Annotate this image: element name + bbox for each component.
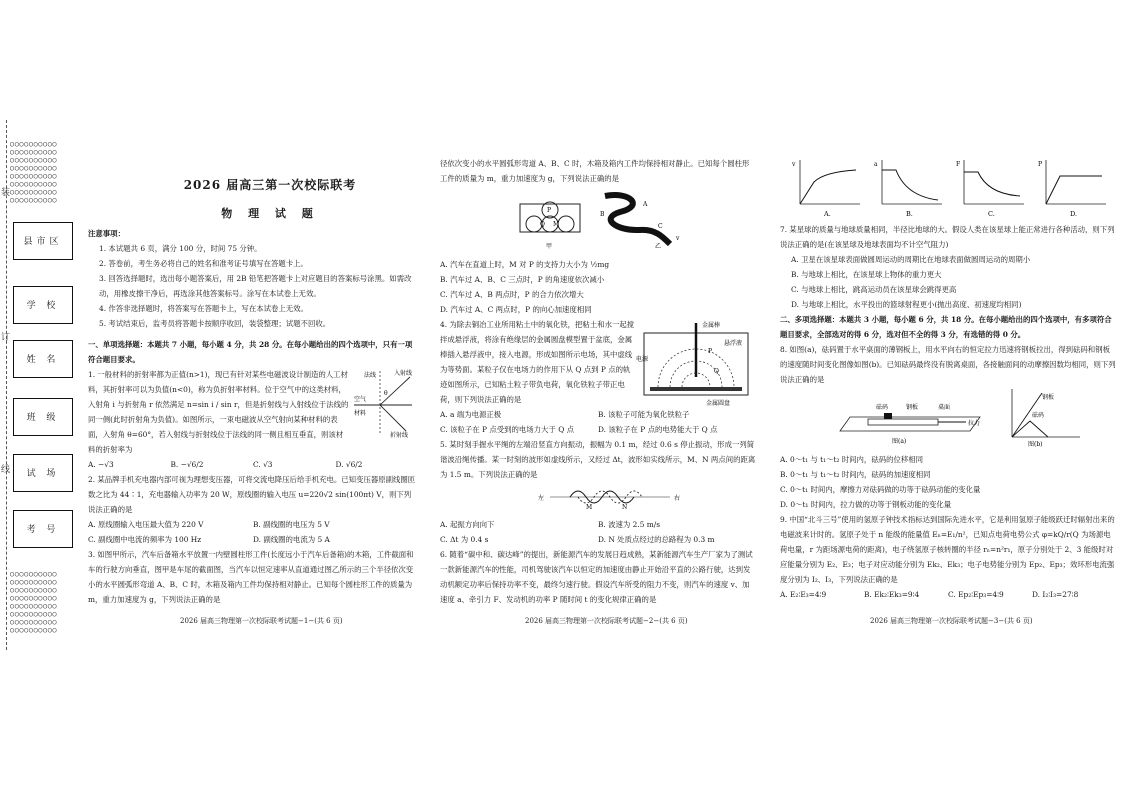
q6-graph-a bbox=[791, 160, 860, 218]
q1-label-material: 材料 bbox=[354, 410, 367, 417]
q1-figure bbox=[350, 367, 416, 437]
county-box[interactable] bbox=[13, 222, 73, 260]
q5-label-right: 右 bbox=[674, 495, 681, 502]
q8-option-b[interactable]: B. 0～t₁ 与 t₁～t₂ 时间内，砝码的加速度相同 bbox=[780, 470, 931, 479]
q1-option-d[interactable]: D. √6/2 bbox=[335, 460, 363, 469]
section2-heading: 二、多项选择题：本题共 3 小题，每小题 6 分，共 18 分。在每小题给出的四个选项中，有多项符合题目要求，全部选对的得 6 分，选对但不全的得 3 分，有选错的得 0 分。 bbox=[780, 315, 1112, 339]
q8-figure bbox=[780, 387, 1116, 447]
exam-room-box[interactable] bbox=[13, 454, 73, 492]
q4-option-b[interactable]: B. 该粒子可能为氧化铁粒子 bbox=[598, 410, 690, 419]
q2-option-a[interactable]: A. 原线圈输入电压最大值为 220 V bbox=[88, 520, 204, 529]
q3-label-m: M bbox=[553, 221, 560, 228]
footer-page-1: 2026 届高三物理第一次校际联考试题−1−(共 6 页) bbox=[180, 617, 343, 625]
q6-stem: 6. 随着“碳中和、碳达峰”的提出，新能源汽车的发展日趋成熟，某新能源汽车生产厂家为了测试一款新能源汽车的性能，司机驾驶该汽车以恒定的加速度由静止开始沿平直的公路行驶，达到发动机额定功率后保持功率不变，最终匀速行驶。假设汽车所受的阻力不变，则汽车的速度 v、加速度 a、牵引力 F、发动机的功率 P 随时间 t 的变化规律正确的是 bbox=[440, 550, 753, 604]
q4-option-a[interactable]: A. a 端为电源正极 bbox=[440, 410, 502, 419]
school-box[interactable] bbox=[13, 286, 73, 324]
q8-label-weight: 砝码 bbox=[876, 404, 889, 411]
q4-label-q: Q bbox=[714, 368, 719, 375]
q6-axis-a: a bbox=[874, 161, 878, 168]
q9-options bbox=[780, 587, 1116, 602]
q2-stem: 2. 某品牌手机充电器内部可视为理想变压器，可将交流电降压后给手机充电。已知变压器原副线圈匝数之比为 44∶1，充电器输入功率为 20 W，原线圈的输入电压 u=220√2 sin(100πt) V，则下列说法正确的是 bbox=[88, 475, 416, 514]
q3-option-a[interactable]: A. 汽车在直道上时，M 对 P 的支持力大小为 ½mg bbox=[440, 260, 610, 269]
school-label: 学 校 bbox=[26, 301, 60, 311]
q7-stem: 7. 某星球的质量与地球质量相同，半径比地球的大。假设人类在该星球上能正常进行各种活动，则下列说法正确的是(在该星球及地球表面均不计空气阻力) bbox=[780, 225, 1115, 249]
binding-dots-top: ○○○○○○○○○○ ○○○○○○○○○○ ○○○○○○○○○○ ○○○○○○○○○○ ○○○○○○○○○○ ○○○○○○○○○○ ○○○○○○○○○○ ○○○○○○○○○○ bbox=[10, 140, 58, 204]
cut-label-top: 装 bbox=[1, 188, 11, 198]
q8-label-fig-b: 图(b) bbox=[1028, 441, 1043, 448]
note-4: 4. 作答非选择题时，将答案写在答题卡上，写在本试卷上无效。 bbox=[99, 304, 308, 313]
q1-options bbox=[88, 457, 418, 472]
q8-label-force: 拉力 bbox=[968, 420, 981, 427]
q2-options bbox=[88, 517, 418, 547]
q5-option-c[interactable]: C. Δt 为 0.4 s bbox=[440, 535, 489, 544]
q3-figure bbox=[440, 186, 756, 252]
note-5: 5. 考试结束后，监考员将答题卡按顺序收回，装袋整理；试题不回收。 bbox=[99, 319, 331, 328]
q9-stem: 9. 中国“北斗三号”使用的氢原子钟技术指标达到国际先进水平，它是利用氢原子能级跃迁时辐射出来的电磁波来计时的。氢原子处于 n 能级的能量值 Eₙ=E₁/n²，已知点电荷电势公式 φ=kQ/r(Q 为场源电荷电量，r 为距场源电荷的距离)，电子绕氢原子核转圈的半径 rₙ=n²r₁，原子分别处于 2、3 能级时对应能量分别为 E₂、E₃；电子对应动能分别为 Ek₂、Ek₃；电子电势能分别为 Ep₂、Ep₃；效环形电流强度分别为 I₂、I₃，下列说法正确的是 bbox=[780, 515, 1115, 584]
q3-label-yi: 乙 bbox=[655, 243, 662, 250]
q4-label-p: P bbox=[708, 348, 713, 355]
cut-label-mid: 订 bbox=[1, 333, 11, 343]
q8-weight bbox=[884, 413, 892, 419]
q8-option-a[interactable]: A. 0～t₁ 与 t₁～t₂ 时间内，砝码的位移相同 bbox=[780, 455, 924, 464]
q3-label-p: P bbox=[547, 207, 552, 214]
q4-label-disk: 金属圆盘 bbox=[706, 400, 731, 407]
q4-stem: 4. 为除去铜冶工业所用粘土中的氧化铁，把粘土和水一起搅拌成悬浮液，将涂有绝缘层的金属圆盘模型置于盆底，金属棒插入悬浮液中，接入电源，形成如图所示电场，其中虚线为等势面。某粒子仅在电场力的作用下从 Q 点到 P 点的轨迹如图所示，已知粘土粒子带负电荷，氧化铁粒子带正电荷，则下列说法正确的是 bbox=[440, 320, 635, 404]
q6-axis-v: v bbox=[792, 161, 796, 168]
q1-label-air: 空气 bbox=[354, 396, 367, 403]
q6-graph-b bbox=[874, 160, 942, 218]
q8-label-vt-weight: 砝码 bbox=[1032, 412, 1045, 419]
q1-option-a[interactable]: A. −√3 bbox=[88, 460, 114, 469]
q5-figure bbox=[440, 482, 756, 512]
q7-option-b[interactable]: B. 与地球上相比，在该星球上物体的重力更大 bbox=[791, 270, 942, 279]
footer-page-2: 2026 届高三物理第一次校际联考试题−2−(共 6 页) bbox=[525, 617, 688, 625]
q1-stem: 1. 一般材料的折射率都为正值(n>1)，现已有针对某些电磁波设计制造的人工材料，其折射率可以为负值(n<0)，称为负折射率材料。位于空气中的这类材料，入射角 i 与折射角 r 依然满足 n=sin i / sin r，但是折射线与入射线位于法线的同一侧(此时折射角为负值)。如图所示，一束电磁波从空气射向某种材料的表面，入射角 θ=60°，若入射线与折射线位于法线的同一侧且相互垂直，则该材料的折射率为 bbox=[88, 370, 349, 454]
q5-label-left: 左 bbox=[538, 495, 545, 502]
q3-label-c: C bbox=[658, 223, 663, 230]
exam-number-label: 考 号 bbox=[26, 525, 60, 535]
name-label: 姓 名 bbox=[26, 355, 60, 365]
q4-option-d[interactable]: D. 该粒子在 P 点的电势能大于 Q 点 bbox=[598, 425, 718, 434]
q6-label-c[interactable]: C. bbox=[988, 210, 995, 218]
class-box[interactable] bbox=[13, 398, 73, 436]
q1-block bbox=[88, 367, 418, 457]
cut-label-bottom: 线 bbox=[1, 465, 11, 475]
notes-heading: 注意事项： bbox=[88, 229, 125, 238]
q4-block bbox=[440, 317, 756, 407]
footer-page-3: 2026 届高三物理第一次校际联考试题−3−(共 6 页) bbox=[870, 617, 1033, 625]
q4-label-rod: 金属棒 bbox=[702, 322, 721, 329]
q6-graph-d bbox=[1038, 160, 1106, 218]
q3-label-jia: 甲 bbox=[546, 243, 553, 250]
q3-label-v: v bbox=[676, 235, 680, 242]
q5-label-n: N bbox=[622, 504, 628, 511]
q9-option-c[interactable]: C. Ep₂∶Ep₃=4∶9 bbox=[948, 590, 1004, 599]
class-label: 班 级 bbox=[26, 413, 60, 423]
q6-label-a[interactable]: A. bbox=[824, 210, 831, 218]
q3-label-b: B bbox=[600, 211, 605, 218]
page-1-column bbox=[88, 226, 418, 604]
note-3: 3. 回答选择题时，选出每小题答案后，用 2B 铅笔把答题卡上对应题目的答案标号涂黑。如需改动，用橡皮擦干净后，再选涂其他答案标号。涂写在本试卷上无效。 bbox=[99, 274, 412, 298]
q9-option-d[interactable]: D. I₂∶I₃=27∶8 bbox=[1032, 590, 1079, 599]
q3-stem-continued: 径依次变小的水平圆弧形弯道 A、B、C 时，木箱及箱内工件均保持相对静止。已知每个圆柱形工件的质量为 m，重力加速度为 g，下列说法正确的是 bbox=[440, 159, 750, 183]
q3-label-a: A bbox=[643, 201, 648, 208]
q2-option-d[interactable]: D. 副线圈的电流为 5 A bbox=[253, 535, 330, 544]
q6-graphs bbox=[790, 156, 1120, 220]
q8-label-vt-plate: 钢板 bbox=[1042, 394, 1055, 401]
q6-label-b[interactable]: B. bbox=[906, 210, 913, 218]
q5-options bbox=[440, 517, 756, 547]
q2-option-c[interactable]: C. 副线圈中电流的频率为 100 Hz bbox=[88, 535, 202, 544]
q1-label-theta: θ bbox=[384, 390, 388, 397]
q7-option-d[interactable]: D. 与地球上相比，水平投出的篮球射程更小(抛出高度、初速度均相同) bbox=[791, 300, 1022, 309]
note-1: 1. 本试题共 6 页，满分 100 分，时间 75 分钟。 bbox=[99, 244, 262, 253]
q4-metal-disk bbox=[650, 387, 742, 391]
q2-option-b[interactable]: B. 副线圈的电压为 5 V bbox=[253, 520, 330, 529]
name-box[interactable] bbox=[13, 340, 73, 378]
q6-axis-p: P bbox=[1038, 161, 1043, 168]
q1-label-normal: 法线 bbox=[364, 372, 377, 379]
exam-subject: 物 理 试 题 bbox=[221, 207, 319, 220]
q3-label-q: Q bbox=[540, 221, 545, 228]
q3-stem-part1: 3. 如图甲所示，汽车后备箱水平放置一内壁圆柱形工件(长度远小于汽车后备箱)的木箱，工件截面和车的行驶方向垂直，图甲是车尾的截面图，当汽车以恒定速率从直道通过图乙所示的三个半径依次变小的水平圆弧形弯道 A、B、C 时，木箱及箱内工件均保持相对静止。已知每个圆柱形工件的质量为 m，重力加速度为 g，下列说法正确的是 bbox=[88, 550, 414, 604]
cut-line bbox=[6, 120, 7, 650]
q3-cyl-3 bbox=[558, 216, 574, 232]
q8-label-table: 桌面 bbox=[938, 404, 951, 411]
exam-title: 2026 届高三第一次校际联考 bbox=[183, 178, 357, 192]
q5-label-m: M bbox=[586, 504, 593, 511]
q6-label-d[interactable]: D. bbox=[1070, 210, 1078, 218]
q9-option-b[interactable]: B. Ek₂∶Ek₃=9∶4 bbox=[864, 590, 920, 599]
q5-stem: 5. 某时刻手握水平绳的左端沿竖直方向振动，振幅为 0.1 m，经过 0.6 s 停止振动，形成一列简谐波沿绳传播。某一时刻的波形如虚线所示，又经过 Δt，波形如实线所示，M、N 两点间的距离为 1.5 m。下列说法正确的是 bbox=[440, 440, 756, 479]
q4-option-c[interactable]: C. 该粒子在 P 点受到的电场力大于 Q 点 bbox=[440, 425, 574, 434]
q4-options bbox=[440, 407, 756, 437]
q5-option-b[interactable]: B. 波速为 2.5 m/s bbox=[598, 520, 661, 529]
q8-label-plate: 钢板 bbox=[906, 404, 919, 411]
q8-option-d[interactable]: D. 0～t₁ 时间内，拉力做的功等于钢板动能的变化量 bbox=[780, 500, 952, 509]
q8-steel-plate bbox=[868, 419, 938, 425]
q3-option-d[interactable]: D. 汽车过 A、C 两点时，P 的向心加速度相同 bbox=[440, 305, 592, 314]
q8-option-c[interactable]: C. 0～t₁ 时间内，摩擦力对砝码做的功等于砝码动能的变化量 bbox=[780, 485, 981, 494]
note-2: 2. 答卷前，考生务必将自己的姓名和准考证号填写在答题卡上。 bbox=[99, 259, 308, 268]
q5-option-a[interactable]: A. 起振方向向下 bbox=[440, 520, 495, 529]
section1-heading: 一、单项选择题：本题共 7 小题，每小题 4 分，共 28 分。在每小题给出的四个选项中，只有一项符合题目要求。 bbox=[88, 340, 413, 364]
q7-option-a[interactable]: A. 卫星在该星球表面做圆周运动的周期比在地球表面做圆周运动的周期小 bbox=[791, 255, 1031, 264]
q4-label-suspension: 悬浮液 bbox=[724, 340, 743, 347]
q8-stem: 8. 如图(a)，砝码置于水平桌面的薄钢板上，用水平向右的恒定拉力迅速将钢板拉出，得到砝码和钢板的速度随时间变化图像如图(b)。已知砝码最终没有脱离桌面，各接触面间的动摩擦因数均相同，则下列说法正确的是 bbox=[780, 345, 1116, 384]
q6-graph-c bbox=[956, 160, 1024, 218]
q3-option-b[interactable]: B. 汽车过 A、B、C 三点时，P 的角速度依次减小 bbox=[440, 275, 605, 284]
q8-label-fig-a: 图(a) bbox=[892, 438, 907, 445]
q7-option-c[interactable]: C. 与地球上相比，跳高运动员在该星球会跳得更高 bbox=[791, 285, 957, 294]
county-label: 县市区 bbox=[23, 237, 63, 247]
q3-option-c[interactable]: C. 汽车过 A、B 两点时，P 的合力依次增大 bbox=[440, 290, 584, 299]
q1-option-b[interactable]: B. −√6/2 bbox=[170, 460, 204, 469]
binding-strip bbox=[0, 0, 82, 794]
q1-option-c[interactable]: C. √3 bbox=[253, 460, 273, 469]
q1-label-incident: 入射线 bbox=[394, 370, 413, 377]
q4-figure bbox=[636, 317, 754, 407]
exam-number-box[interactable] bbox=[13, 510, 73, 548]
q6-axis-f: F bbox=[956, 161, 961, 168]
q1-refracted-ray bbox=[380, 405, 406, 431]
q5-option-d[interactable]: D. N 处质点经过的总路程为 0.3 m bbox=[598, 535, 715, 544]
exam-room-label: 试 场 bbox=[26, 469, 60, 479]
binding-dots-bottom: ○○○○○○○○○○ ○○○○○○○○○○ ○○○○○○○○○○ ○○○○○○○○○○ ○○○○○○○○○○ ○○○○○○○○○○ ○○○○○○○○○○ ○○○○○○○○○○ bbox=[10, 570, 58, 634]
q4-label-power: 电源 bbox=[636, 356, 649, 363]
q3-road bbox=[605, 195, 670, 244]
page-2-column bbox=[440, 156, 756, 607]
q1-label-refracted: 折射线 bbox=[390, 432, 409, 439]
q9-option-a[interactable]: A. E₂∶E₃=4∶9 bbox=[780, 590, 827, 599]
page-3-column bbox=[780, 222, 1116, 602]
